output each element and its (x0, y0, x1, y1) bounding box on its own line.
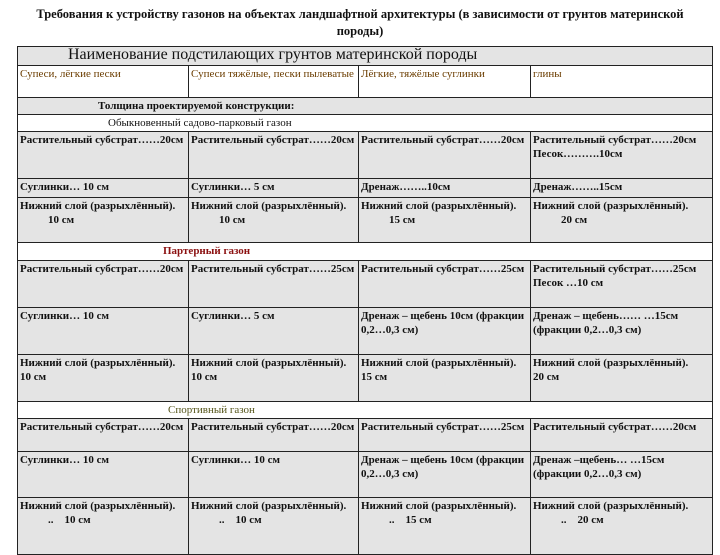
layer-cell (189, 355, 359, 402)
document-title: Требования к устройству газонов на объектах ландшафтной архитектуры (в зависимости от грунтов материнской породы) (36, 7, 684, 38)
layer-text: Дренаж –щебень… …15см (фракции 0,2…0,3 см) (533, 454, 665, 480)
soil-type: Лёгкие, тяжёлые суглинки (359, 66, 531, 98)
layer-text: Нижний слой (разрыхлённый). (361, 200, 517, 212)
layer-depth: 10 см (48, 214, 75, 226)
layer-cell (359, 452, 531, 498)
layer-text: Дренаж……..15см (533, 181, 623, 193)
layer-cell (18, 419, 189, 452)
layer-cell (531, 132, 713, 179)
layer-text: Растительный субстрат……20см (20, 263, 184, 275)
layer-text: Нижний слой (разрыхлённый). (361, 500, 517, 512)
layer-cell (18, 355, 189, 402)
layer-text: Суглинки… 10 см (20, 454, 110, 466)
layer-cell (531, 198, 713, 243)
table-row (18, 132, 713, 179)
layer-cell (531, 261, 713, 308)
layer-cell (531, 498, 713, 555)
layer-depth: 10 см (219, 214, 246, 226)
layer-cell (359, 355, 531, 402)
layer-cell (531, 452, 713, 498)
layer-text: Суглинки… 5 см (191, 310, 275, 322)
layer-cell (359, 261, 531, 308)
layer-text: Суглинки… 5 см (191, 181, 275, 193)
layer-cell (189, 179, 359, 198)
thickness-heading: Толщина проектируемой конструкции: (18, 98, 713, 115)
layer-text: Нижний слой (разрыхлённый). (20, 200, 176, 212)
layer-text: Нижний слой (разрыхлённый). (20, 357, 176, 369)
layer-cell (359, 419, 531, 452)
layer-text: Растительный субстрат……20см (20, 421, 184, 433)
layer-cell (531, 308, 713, 355)
layer-cell (189, 498, 359, 555)
layer-cell (18, 179, 189, 198)
layer-text: Растительный субстрат……20см Песок……….10см (533, 134, 697, 160)
layer-text: Дренаж – щебень…… …15см (фракции 0,2…0,3 см) (533, 310, 679, 336)
table-header: Наименование подстилающих грунтов материнской породы (18, 47, 713, 66)
layer-cell (189, 261, 359, 308)
soil-type: глины (531, 66, 713, 98)
layer-text: Суглинки… 10 см (20, 310, 110, 322)
layer-text: Нижний слой (разрыхлённый). (533, 500, 689, 512)
layer-text: Дренаж……..10см (361, 181, 451, 193)
table-row (18, 355, 713, 402)
table-row (18, 261, 713, 308)
layer-text: Растительный субстрат……20см (361, 134, 525, 146)
layer-depth: 20 см (561, 214, 588, 226)
layer-text: Суглинки… 10 см (191, 454, 281, 466)
layer-depth: .. 20 см (561, 514, 604, 526)
section-title-ordinary: Обыкновенный садово-парковый газон (18, 115, 713, 132)
layer-text: Нижний слой (разрыхлённый). (20, 500, 176, 512)
section-title-parterre: Партерный газон (18, 243, 713, 261)
layer-text: Суглинки… 10 см (20, 181, 110, 193)
layer-cell (18, 198, 189, 243)
layer-cell (189, 419, 359, 452)
table-row (18, 498, 713, 555)
layer-cell (531, 419, 713, 452)
layer-cell (18, 308, 189, 355)
layer-cell (359, 498, 531, 555)
table-row (18, 308, 713, 355)
layer-cell (359, 308, 531, 355)
layer-depth: 15 см (389, 214, 416, 226)
layer-cell (18, 498, 189, 555)
table-row (18, 179, 713, 198)
layer-depth: .. 15 см (389, 514, 432, 526)
soil-type: Супеси, лёгкие пески (18, 66, 189, 98)
layer-text: Дренаж – щебень 10см (фракции 0,2…0,3 см) (361, 454, 525, 480)
layer-cell (189, 452, 359, 498)
layer-cell (189, 198, 359, 243)
layer-cell (531, 355, 713, 402)
lawn-requirements-table (17, 46, 713, 555)
layer-depth: 20 см (533, 371, 560, 383)
layer-depth: .. 10 см (48, 514, 91, 526)
layer-text: Растительный субстрат……25см (191, 263, 355, 275)
layer-depth: 15 см (361, 371, 388, 383)
layer-text: Растительный субстрат……20см (20, 134, 184, 146)
table-row (18, 452, 713, 498)
layer-depth: 10 см (20, 371, 47, 383)
layer-text: Нижний слой (разрыхлённый). (533, 200, 689, 212)
section-title-sport: Спортивный газон (18, 402, 713, 419)
layer-cell (359, 179, 531, 198)
layer-text: Нижний слой (разрыхлённый). (533, 357, 689, 369)
layer-cell (189, 308, 359, 355)
layer-text: Нижний слой (разрыхлённый). (191, 200, 347, 212)
layer-cell (18, 261, 189, 308)
layer-cell (531, 179, 713, 198)
layer-text: Нижний слой (разрыхлённый). (191, 500, 347, 512)
layer-cell (189, 132, 359, 179)
soil-type: Супеси тяжёлые, пески пылеватые (189, 66, 359, 98)
table-row (18, 419, 713, 452)
layer-text: Растительный субстрат……20см (191, 134, 355, 146)
layer-text: Растительный субстрат……20см (533, 421, 697, 433)
layer-text: Растительный субстрат……25см (361, 263, 525, 275)
layer-text: Нижний слой (разрыхлённый). (191, 357, 347, 369)
layer-text: Нижний слой (разрыхлённый). (361, 357, 517, 369)
layer-cell (18, 452, 189, 498)
layer-text: Дренаж – щебень 10см (фракции 0,2…0,3 см) (361, 310, 525, 336)
layer-cell (359, 132, 531, 179)
layer-text: Растительный субстрат……25см Песок …10 см (533, 263, 697, 289)
table-row (18, 198, 713, 243)
layer-cell (18, 132, 189, 179)
layer-depth: 10 см (191, 371, 218, 383)
layer-text: Растительный субстрат……25см (361, 421, 525, 433)
layer-depth: .. 10 см (219, 514, 262, 526)
layer-cell (359, 198, 531, 243)
layer-text: Растительный субстрат……20см (191, 421, 355, 433)
